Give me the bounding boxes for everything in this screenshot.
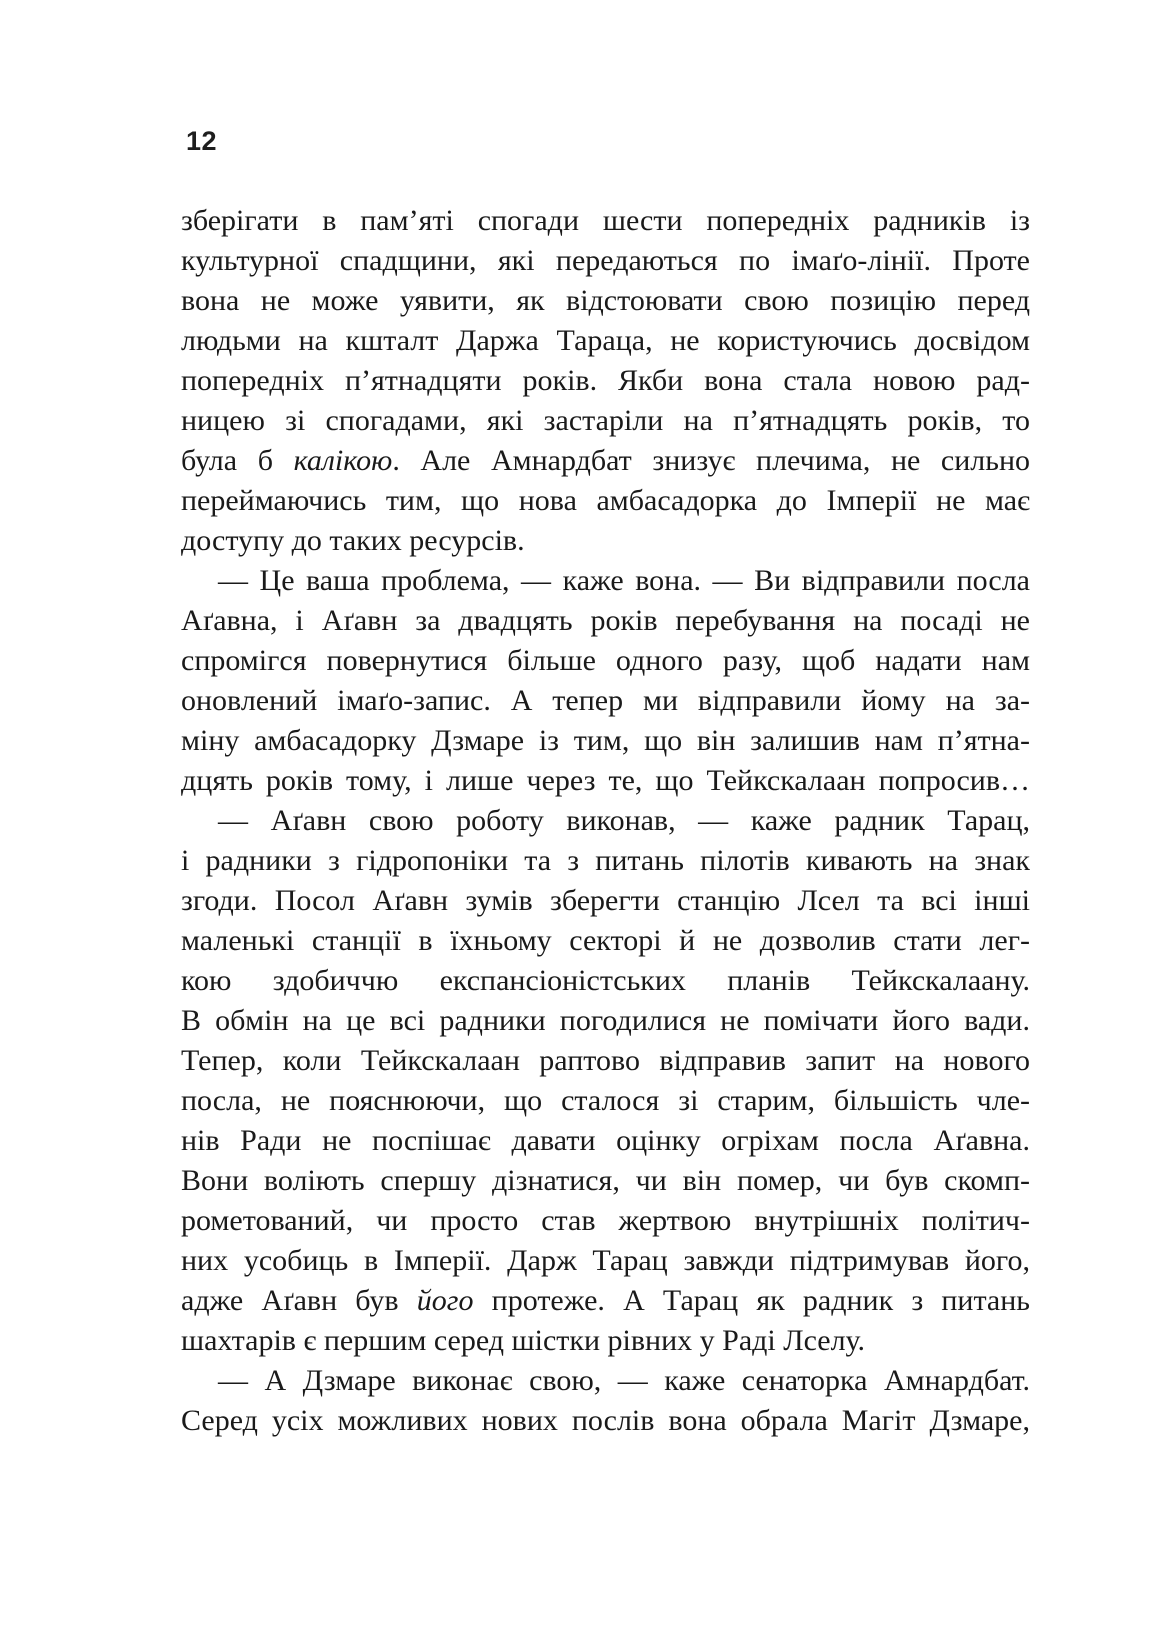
body-text-block: [181, 201, 1030, 1441]
line-text: — А Дзмаре виконає свою, — каже сенаторка Амнардбат.: [218, 1364, 1030, 1397]
line-text: — Це ваша проблема, — каже вона. — Ви відправили посла: [218, 564, 1030, 597]
text-line: [181, 961, 1030, 1001]
text-line: [181, 761, 1030, 801]
line-text: доступу до таких ресурсів.: [181, 524, 525, 557]
line-text: рометований, чи просто став жертвою внутрішніх політич-: [181, 1204, 1030, 1237]
text-line: [181, 521, 1030, 561]
page-number: 12: [186, 126, 218, 156]
text-line: [181, 1401, 1030, 1441]
text-line: [181, 681, 1030, 721]
line-text: і радники з гідропоніки та з питань пілотів кивають на знак: [181, 844, 1030, 877]
line-text: зберігати в пам’яті спогади шести попередніх радників із: [181, 204, 1030, 237]
text-line: [181, 641, 1030, 681]
text-line: [181, 481, 1030, 521]
text-line: [181, 721, 1030, 761]
text-line: [181, 1081, 1030, 1121]
text-line: [181, 561, 1030, 601]
line-text: адже Аґавн був: [181, 1284, 417, 1317]
line-text: В обмін на це всі радники погодилися не помічати його вади.: [181, 1004, 1030, 1037]
text-line: [181, 1361, 1030, 1401]
text-line: [181, 801, 1030, 841]
line-text: посла, не пояснюючи, що сталося зі старим, більшість чле-: [181, 1084, 1030, 1117]
line-text: дцять років тому, і лише через те, що Тейкскалаан попросив…: [181, 764, 1030, 797]
line-text: міну амбасадорку Дзмаре із тим, що він залишив нам п’ятна-: [181, 724, 1030, 757]
text-line: [181, 921, 1030, 961]
text-line: [181, 201, 1030, 241]
line-text: вона не може уявити, як відстоювати свою позицію перед: [181, 284, 1030, 317]
text-line: [181, 1121, 1030, 1161]
text-line: [181, 1321, 1030, 1361]
line-text: згоди. Посол Аґавн зумів зберегти станцію Лсел та всі інші: [181, 884, 1030, 917]
line-text: шахтарів є першим серед шістки рівних у Раді Лселу.: [181, 1324, 866, 1357]
text-line: [181, 361, 1030, 401]
text-line: [181, 281, 1030, 321]
text-line: [181, 1281, 1030, 1321]
line-text: попередніх п’ятнадцяти років. Якби вона стала новою рад-: [181, 364, 1030, 397]
line-text: була б: [181, 444, 294, 477]
text-line: [181, 881, 1030, 921]
text-line: [181, 601, 1030, 641]
line-text: протеже. А Тарац як радник з питань: [473, 1284, 1030, 1317]
line-text: Серед усіх можливих нових послів вона обрала Магіт Дзмаре,: [181, 1404, 1030, 1437]
line-text: Тепер, коли Тейкскалаан раптово відправив запит на нового: [181, 1044, 1030, 1077]
line-text: ницею зі спогадами, які застаріли на п’ятнадцять років, то: [181, 404, 1030, 437]
text-line: [181, 241, 1030, 281]
text-line: [181, 1241, 1030, 1281]
text-line: [181, 1041, 1030, 1081]
text-line: [181, 1001, 1030, 1041]
line-text: переймаючись тим, що нова амбасадорка до Імперії не має: [181, 484, 1030, 517]
italic-phrase: його: [416, 1284, 474, 1317]
line-text: культурної спадщини, які передаються по імаґо-лінії. Проте: [181, 244, 1030, 277]
line-text: . Але Амнардбат знизує плечима, не сильно: [392, 444, 1030, 477]
text-line: [181, 1201, 1030, 1241]
italic-phrase: калікою: [293, 444, 393, 477]
line-text: — Аґавн свою роботу виконав, — каже радник Тарац,: [218, 804, 1030, 837]
line-text: них усобиць в Імперії. Дарж Тарац завжди підтримував його,: [181, 1244, 1030, 1277]
line-text: Аґавна, і Аґавн за двадцять років перебування на посаді не: [181, 604, 1030, 637]
line-text: людьми на кшталт Даржа Тараца, не користуючись досвідом: [181, 324, 1030, 357]
line-text: оновлений імаґо-запис. А тепер ми відправили йому на за-: [181, 684, 1030, 717]
line-text: маленькі станції в їхньому секторі й не дозволив стати лег-: [181, 924, 1030, 957]
line-text: спромігся повернутися більше одного разу, щоб надати нам: [181, 644, 1030, 677]
text-line: [181, 401, 1030, 441]
text-line: [181, 321, 1030, 361]
line-text: Вони воліють спершу дізнатися, чи він помер, чи був скомп-: [181, 1164, 1030, 1197]
text-line: [181, 441, 1030, 481]
line-text: нів Ради не поспішає давати оцінку огріхам посла Аґавна.: [181, 1124, 1030, 1157]
line-text: кою здобиччю експансіоністських планів Тейкскалаану.: [181, 964, 1030, 997]
text-line: [181, 1161, 1030, 1201]
text-line: [181, 841, 1030, 881]
